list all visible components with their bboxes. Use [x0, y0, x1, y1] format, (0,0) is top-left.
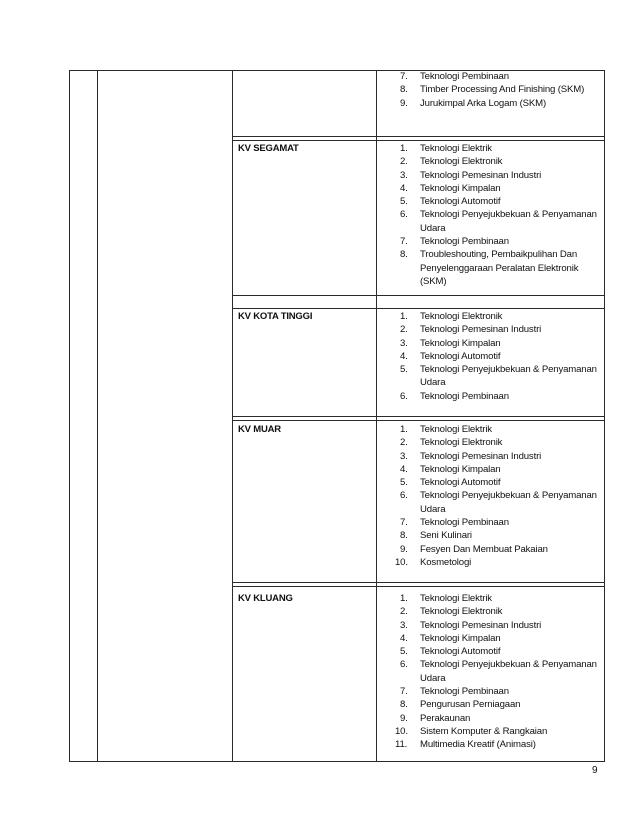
course-title: Teknologi Pembinaan [420, 236, 509, 248]
course-item [392, 529, 604, 542]
course-number: 7. [400, 71, 408, 82]
course-item [392, 323, 604, 336]
course-number: 4. [400, 463, 408, 475]
course-item [392, 658, 604, 685]
course-number: 3. [400, 169, 408, 181]
course-number: 6. [400, 390, 408, 402]
course-item [392, 310, 604, 323]
course-item [392, 83, 604, 96]
course-number: 7. [400, 236, 408, 248]
course-item [392, 423, 604, 436]
course-number: 3. [400, 450, 408, 462]
course-title: Kosmetologi [420, 556, 472, 568]
course-title: Teknologi Automotif [420, 196, 501, 208]
course-item [392, 337, 604, 350]
course-number: 1. [400, 311, 408, 322]
course-number: 3. [400, 337, 408, 349]
course-title: Teknologi Automotif [420, 477, 501, 489]
course-title: Multimedia Kreatif (Animasi) [420, 739, 536, 751]
course-title: Teknologi Pembinaan [420, 686, 509, 698]
course-item [392, 645, 604, 658]
course-title: Teknologi Pemesinan Industri [420, 169, 542, 181]
course-item [392, 605, 604, 618]
course-item [392, 725, 604, 738]
course-number: 11. [395, 739, 408, 751]
course-number: 8. [400, 84, 408, 96]
course-number: 3. [400, 619, 408, 631]
course-item [392, 516, 604, 529]
course-title: Teknologi Elektronik [420, 311, 503, 322]
course-list [392, 142, 604, 288]
course-item [392, 619, 604, 632]
course-item [392, 436, 604, 449]
course-number: 5. [400, 196, 408, 208]
course-title: Teknologi Penyejukbekuan & Penyamanan Udara [420, 209, 597, 234]
row-separator [232, 586, 605, 587]
course-title: Teknologi Pemesinan Industri [420, 324, 542, 336]
course-item [392, 556, 604, 569]
college-name: KV KLUANG [238, 593, 293, 604]
course-item [392, 195, 604, 208]
course-item [392, 632, 604, 645]
course-number: 4. [400, 632, 408, 644]
course-item [392, 738, 604, 751]
course-number: 8. [400, 699, 408, 711]
course-item [392, 169, 604, 182]
course-number: 1. [400, 143, 408, 154]
course-number: 7. [400, 517, 408, 529]
course-number: 5. [400, 364, 408, 376]
course-number: 2. [400, 437, 408, 449]
course-item [392, 489, 604, 516]
row-separator [232, 308, 605, 309]
course-item [392, 712, 604, 725]
course-number: 9. [400, 97, 408, 109]
course-title: Teknologi Penyejukbekuan & Penyamanan Udara [420, 364, 597, 389]
row-separator [232, 582, 605, 583]
course-item [392, 390, 604, 403]
course-item [392, 698, 604, 711]
course-number: 6. [400, 490, 408, 502]
course-title: Fesyen Dan Membuat Pakaian [420, 543, 548, 555]
course-number: 8. [400, 249, 408, 261]
table-left-border [69, 70, 70, 762]
course-title: Perakaunan [420, 712, 471, 724]
column-divider-1 [97, 70, 98, 762]
course-item [392, 248, 604, 288]
course-title: Teknologi Penyejukbekuan & Penyamanan Udara [420, 490, 597, 515]
course-title: Teknologi Pembinaan [420, 71, 509, 82]
course-title: Teknologi Automotif [420, 646, 501, 658]
row-separator [232, 136, 605, 137]
course-number: 10. [395, 556, 408, 568]
row-separator [232, 420, 605, 421]
course-item [392, 363, 604, 390]
course-number: 7. [400, 686, 408, 698]
course-number: 5. [400, 477, 408, 489]
course-number: 1. [400, 424, 408, 435]
course-number: 1. [400, 593, 408, 604]
table-bottom-border [69, 761, 605, 762]
course-title: Seni Kulinari [420, 530, 472, 542]
course-title: Troubleshouting, Pembaikpulihan Dan Penyelenggaraan Peralatan Elektronik (SKM) [420, 249, 579, 287]
course-number: 2. [400, 606, 408, 618]
course-title: Teknologi Elektronik [420, 606, 503, 618]
course-item [392, 70, 604, 83]
course-title: Teknologi Elektrik [420, 593, 492, 604]
course-item [392, 543, 604, 556]
college-name: KV KOTA TINGGI [238, 311, 313, 322]
page-number: 9 [592, 765, 598, 776]
course-title: Pengurusan Perniagaan [420, 699, 521, 711]
college-name: KV SEGAMAT [238, 143, 299, 154]
course-number: 2. [400, 324, 408, 336]
course-title: Teknologi Kimpalan [420, 182, 501, 194]
course-number: 2. [400, 156, 408, 168]
course-title: Teknologi Elektrik [420, 424, 492, 435]
course-title: Teknologi Elektronik [420, 437, 503, 449]
course-title: Teknologi Penyejukbekuan & Penyamanan Udara [420, 659, 597, 684]
course-number: 5. [400, 646, 408, 658]
row-separator [232, 416, 605, 417]
course-item [392, 235, 604, 248]
course-title: Teknologi Pemesinan Industri [420, 619, 542, 631]
course-item [392, 97, 604, 110]
course-item [392, 142, 604, 155]
course-title: Teknologi Kimpalan [420, 337, 501, 349]
course-title: Teknologi Pembinaan [420, 517, 509, 529]
course-list [392, 70, 604, 110]
course-item [392, 182, 604, 195]
row-separator [232, 140, 605, 141]
course-title: Teknologi Elektronik [420, 156, 503, 168]
row-separator [232, 295, 605, 296]
course-title: Jurukimpal Arka Logam (SKM) [420, 97, 547, 109]
course-item [392, 208, 604, 235]
course-number: 9. [400, 543, 408, 555]
course-number: 6. [400, 659, 408, 671]
course-title: Teknologi Pemesinan Industri [420, 450, 542, 462]
course-item [392, 155, 604, 168]
course-list [392, 423, 604, 569]
course-item [392, 685, 604, 698]
course-item [392, 476, 604, 489]
course-number: 9. [400, 712, 408, 724]
course-title: Sistem Komputer & Rangkaian [420, 725, 548, 737]
course-number: 6. [400, 209, 408, 221]
course-title: Teknologi Kimpalan [420, 463, 501, 475]
course-item [392, 463, 604, 476]
course-item [392, 350, 604, 363]
course-title: Teknologi Elektrik [420, 143, 492, 154]
course-list [392, 310, 604, 403]
course-item [392, 592, 604, 605]
course-title: Teknologi Pembinaan [420, 390, 509, 402]
course-title: Teknologi Automotif [420, 350, 501, 362]
course-item [392, 450, 604, 463]
course-title: Teknologi Kimpalan [420, 632, 501, 644]
college-name: KV MUAR [238, 424, 281, 435]
course-number: 10. [395, 725, 408, 737]
course-number: 4. [400, 182, 408, 194]
course-number: 4. [400, 350, 408, 362]
course-number: 8. [400, 530, 408, 542]
course-title: Timber Processing And Finishing (SKM) [420, 84, 585, 96]
course-list [392, 592, 604, 752]
